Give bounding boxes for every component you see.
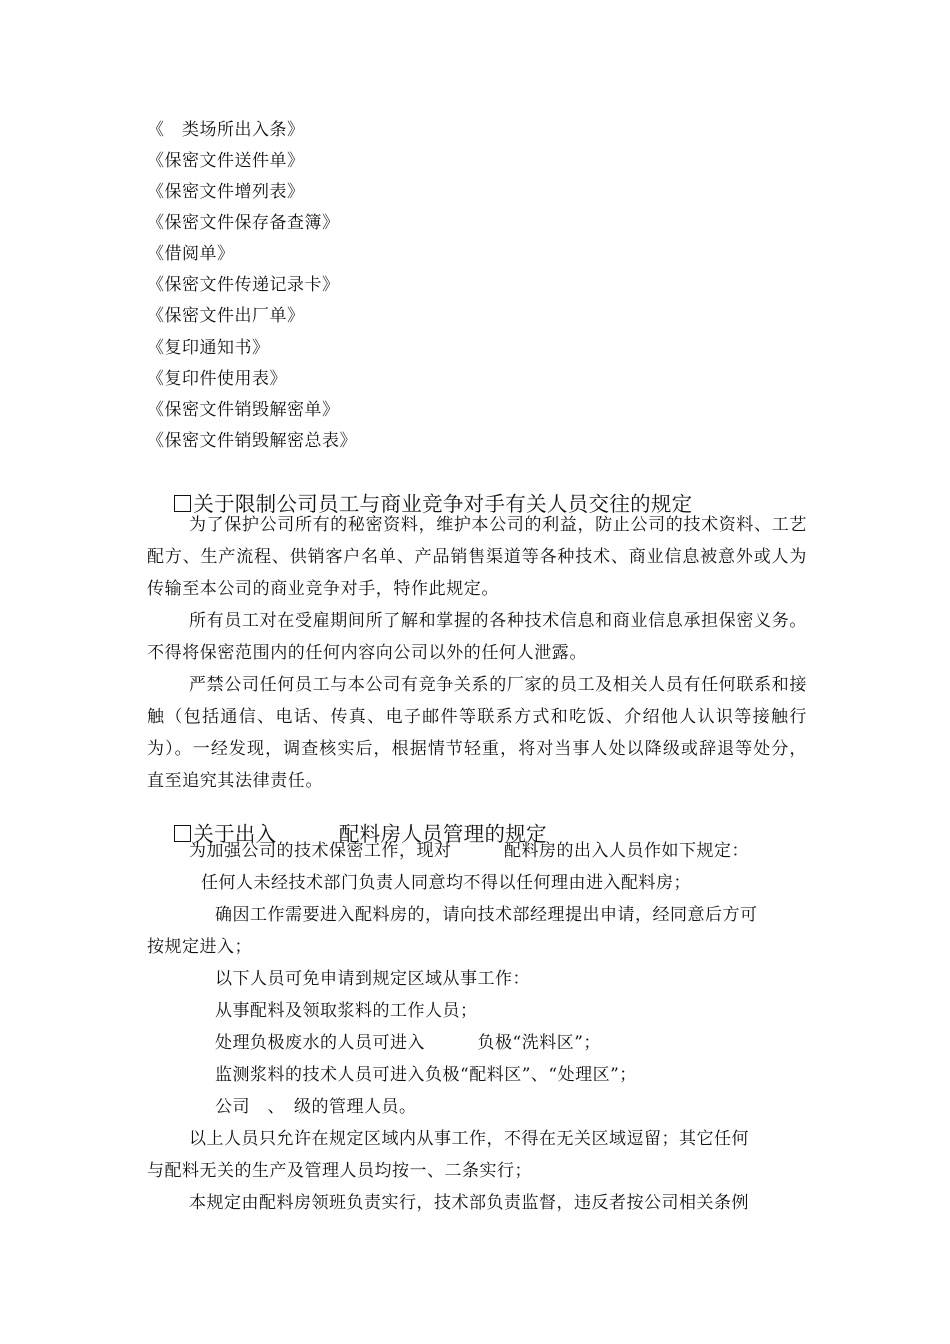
form-list-item: 《复印件使用表》 (147, 369, 287, 389)
form-list-item: 《保密文件增列表》 (147, 182, 305, 202)
form-list-item: 《保密文件出厂单》 (147, 306, 305, 326)
form-list-item: 《借阅单》 (147, 244, 235, 264)
restrict-line: 与配料无关的生产及管理人员均按一、二条实行； (147, 1161, 532, 1181)
intro-line: 为加强公司的技术保密工作，现对 配料房的出入人员作如下规定： (189, 841, 749, 861)
paragraph-purpose: 为了保护公司所有的秘密资料，维护本公司的利益，防止公司的技术资料、工艺配方、生产流程、供销客户名单、产品销售渠道等各种技术、商业信息被意外或人为传输至本公司的商业竞争对手，特作此规定。 (147, 515, 807, 599)
section-heading-text: 关于出入 配料房人员管理的规定 (193, 822, 547, 846)
form-list-item: 《保密文件销毁解密总表》 (147, 431, 357, 451)
rule-line: 确因工作需要进入配料房的，请向技术部经理提出申请，经同意后方可 (215, 905, 758, 925)
paragraph-contact-ban: 严禁公司任何员工与本公司有竞争关系的厂家的员工及相关人员有任何联系和接触（包括通信、电话、传真、电子邮件等联系方式和吃饭、介绍他人认识等接触行为）。一经发现，调查核实后，根据情节轻重，将对当事人处以降级或辞退等处分，直至追究其法律责任。 (147, 675, 807, 791)
final-line: 本规定由配料房领班负责实行，技术部负责监督，违反者按公司相关条例 (189, 1193, 749, 1213)
rule-line: 任何人未经技术部门负责人同意均不得以任何理由进入配料房； (201, 873, 691, 893)
form-list-item: 《保密文件传递记录卡》 (147, 275, 340, 295)
paragraph-confidentiality-duty: 所有员工对在受雇期间所了解和掌握的各种技术信息和商业信息承担保密义务。不得将保密范围内的任何内容向公司以外的任何人泄露。 (147, 611, 807, 663)
exempt-item: 公司 、 级的管理人员。 (215, 1097, 417, 1117)
exempt-title: 以下人员可免申请到规定区域从事工作： (215, 969, 530, 989)
exempt-item: 从事配料及领取浆料的工作人员； (215, 1001, 478, 1021)
form-list-item: 《保密文件销毁解密单》 (147, 400, 340, 420)
exempt-item: 处理负极废水的人员可进入 负极“洗料区”； (215, 1033, 601, 1053)
form-list-item: 《复印通知书》 (147, 338, 270, 358)
rule-line: 按规定进入； (147, 937, 252, 957)
exempt-item: 监测浆料的技术人员可进入负极“配料区”、“处理区”； (215, 1065, 637, 1085)
form-list-item: 《保密文件送件单》 (147, 151, 305, 171)
form-list-item: 《 类场所出入条》 (147, 120, 305, 140)
restrict-line: 以上人员只允许在规定区域内从事工作，不得在无关区域逗留；其它任何 (189, 1129, 749, 1149)
section-heading-text: 关于限制公司员工与商业竞争对手有关人员交往的规定 (193, 492, 693, 516)
form-list-item: 《保密文件保存备查簿》 (147, 213, 340, 233)
